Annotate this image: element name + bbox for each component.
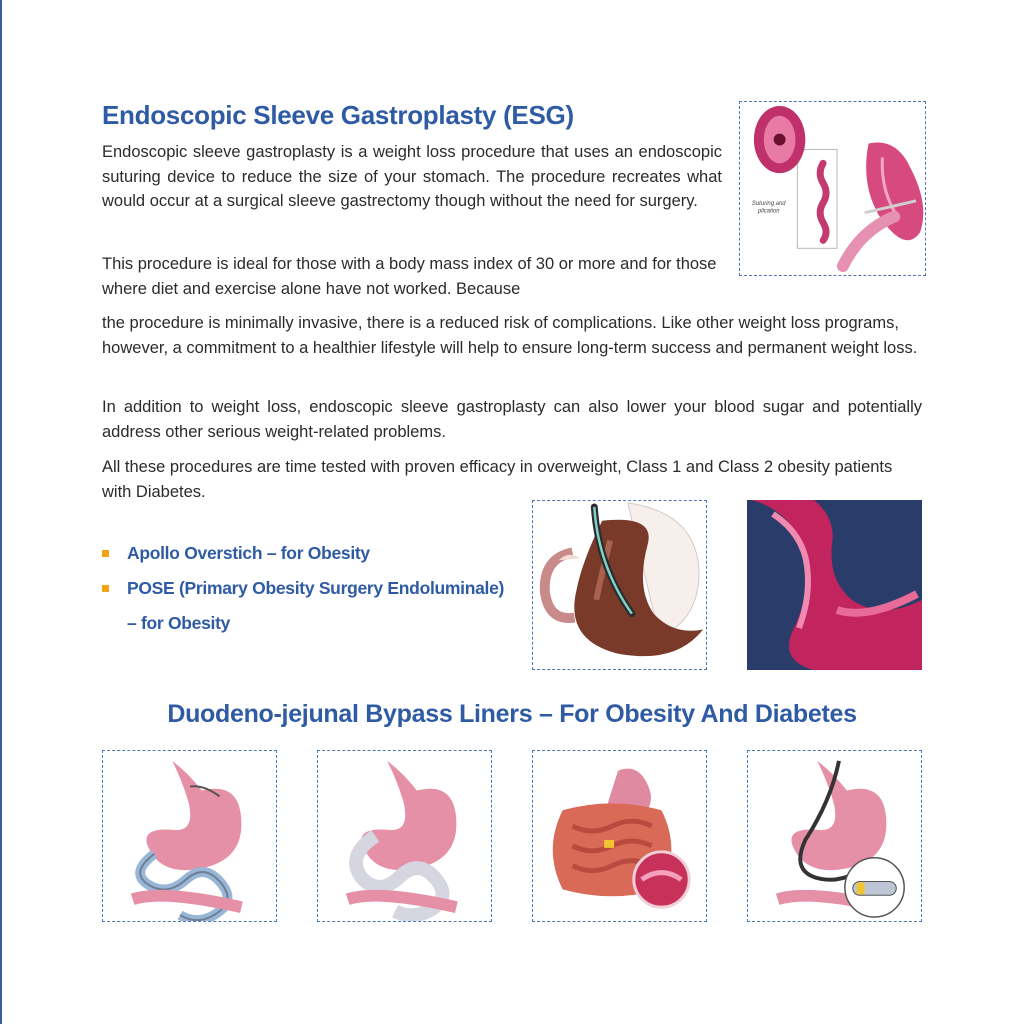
- bullet-icon: [102, 550, 109, 557]
- intestine-illustration: [533, 751, 706, 921]
- stomach-sleeve-illustration: [740, 102, 925, 275]
- esg-paragraph-2a: This procedure is ideal for those with a body mass index of 30 or more and for those where diet and exercise alone have not worked. Because: [102, 255, 717, 298]
- esg-figure: [739, 101, 926, 276]
- bypass-section-title: Duodeno-jejunal Bypass Liners – For Obesity And Diabetes: [167, 700, 857, 728]
- page-left-rule: [0, 0, 2, 1024]
- stomach-closeup-illustration: [747, 500, 922, 670]
- duodenal-liner-illustration: [318, 751, 491, 921]
- esg-paragraph-1: Endoscopic sleeve gastroplasty is a weight loss procedure that uses an endoscopic suturing device to reduce the size of your stomach. The procedure recreates what would occur at a surgical sleeve gastrectomy though without the need for surgery.: [102, 143, 722, 210]
- esg-paragraph-2b: the procedure is minimally invasive, there is a reduced risk of complications. Like other weight loss programs, however, a commitment to a healthier lifestyle will help to ensure long-term success and permanent weight loss.: [102, 314, 918, 357]
- stomach-closeup-figure: [747, 500, 922, 670]
- endoscope-deployment-illustration: [748, 751, 921, 921]
- endoscope-stomach-figure: [532, 500, 707, 670]
- endoscope-stomach-illustration: [533, 501, 706, 669]
- esg-paragraph-3: In addition to weight loss, endoscopic sleeve gastroplasty can also lower your blood sugar and potentially address other serious weight-related problems.: [102, 398, 922, 441]
- bypass-figure-2: [317, 750, 492, 922]
- list-item: Apollo Overstich – for Obesity: [102, 536, 504, 571]
- bullet-icon: [102, 585, 109, 592]
- bypass-figure-1: [102, 750, 277, 922]
- figure-caption-line2: plication: [757, 208, 780, 215]
- bypass-figure-3: [532, 750, 707, 922]
- figure-caption-line1: Suturing and: [751, 200, 786, 207]
- duodenal-liner-illustration: [103, 751, 276, 921]
- procedure-list: [102, 536, 504, 641]
- list-item: POSE (Primary Obesity Surgery Endoluminale) – for Obesity: [102, 571, 504, 641]
- esg-paragraph-4: All these procedures are time tested with proven efficacy in overweight, Class 1 and Class 2 obesity patients with Diabetes.: [102, 458, 893, 501]
- esg-section-title: Endoscopic Sleeve Gastroplasty (ESG): [102, 100, 574, 130]
- bypass-figure-4: [747, 750, 922, 922]
